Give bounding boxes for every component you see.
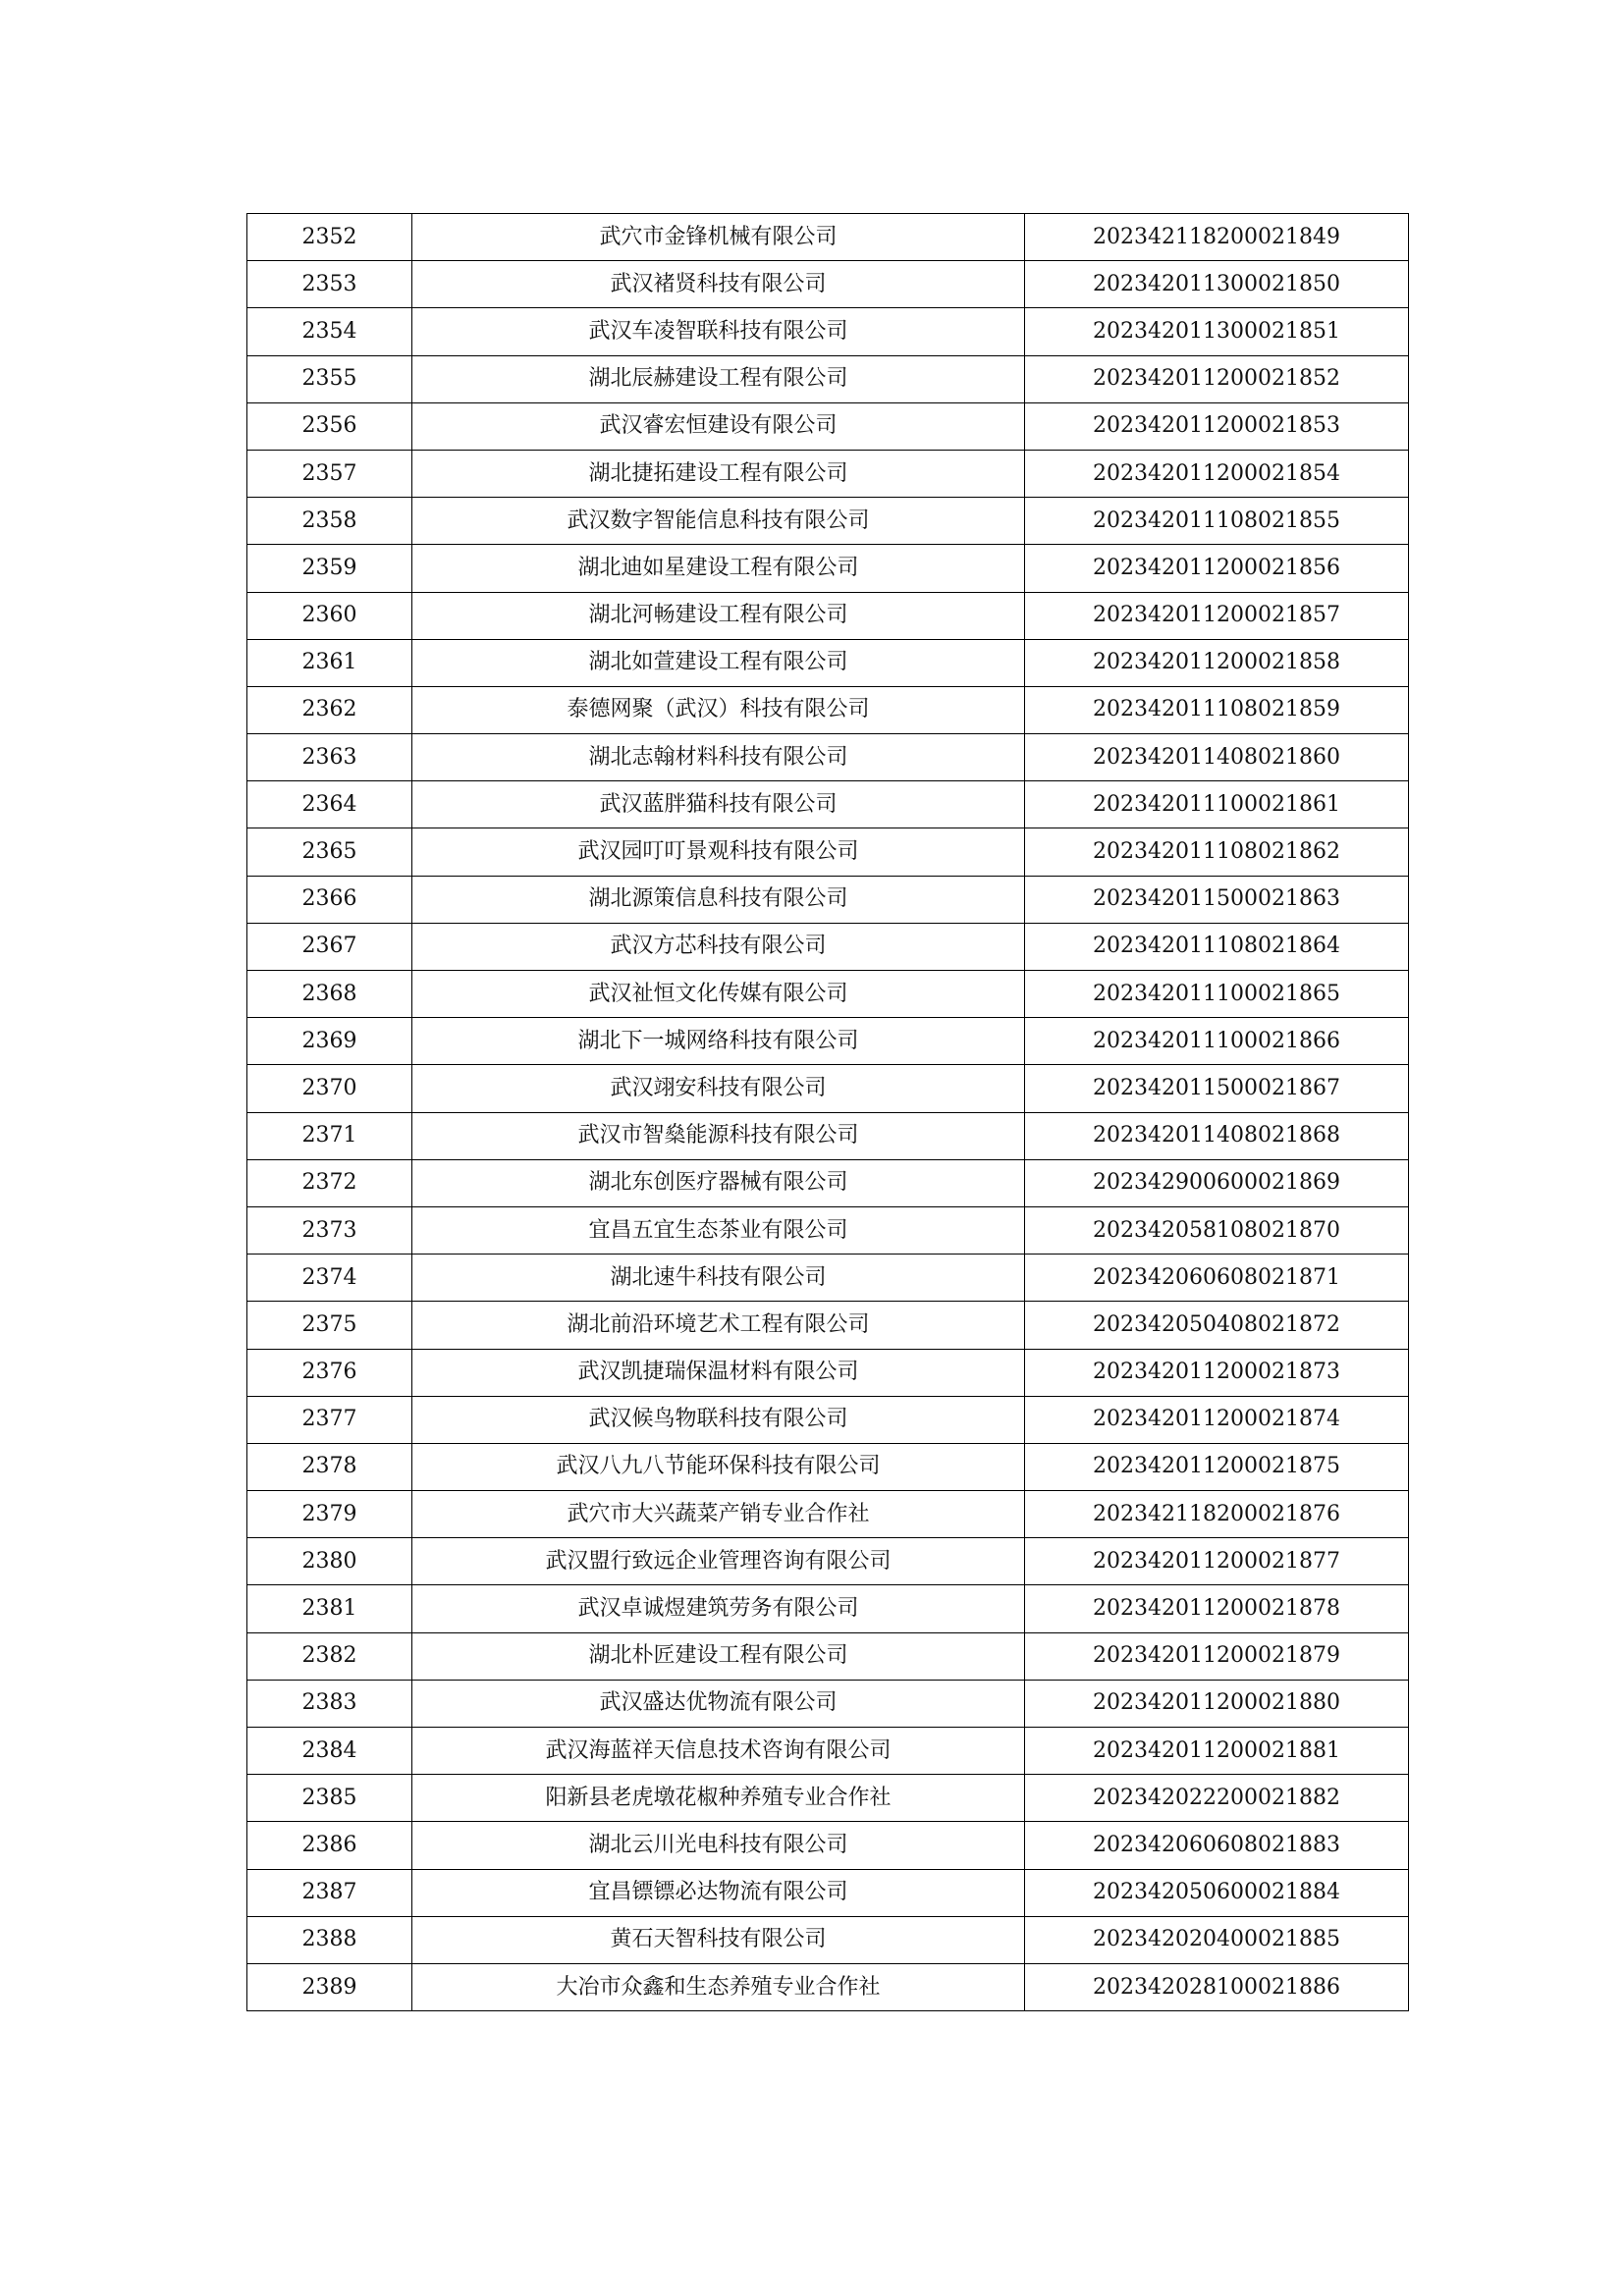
table-row [247,1349,1409,1396]
company-name-cell: 泰德网聚（武汉）科技有限公司 [412,686,1025,733]
registration-code-cell: 202342060608021871 [1025,1255,1409,1302]
row-number-cell: 2380 [247,1538,412,1585]
company-name-cell: 湖北迪如星建设工程有限公司 [412,545,1025,592]
company-name-cell: 武汉候鸟物联科技有限公司 [412,1396,1025,1443]
table-row [247,1538,1409,1585]
row-number-cell: 2379 [247,1491,412,1538]
table-row [247,971,1409,1018]
document-page [246,213,1408,2011]
company-name-cell: 大冶市众鑫和生态养殖专业合作社 [412,1963,1025,2010]
table-row [247,734,1409,781]
registration-code-cell: 202342011200021878 [1025,1585,1409,1632]
row-number-cell: 2367 [247,923,412,970]
company-name-cell: 武汉褚贤科技有限公司 [412,261,1025,308]
row-number-cell: 2388 [247,1916,412,1963]
registration-code-cell: 202342011500021863 [1025,876,1409,923]
company-name-cell: 宜昌五宜生态茶业有限公司 [412,1206,1025,1254]
registration-code-cell: 202342011200021854 [1025,450,1409,497]
row-number-cell: 2387 [247,1869,412,1916]
registration-code-cell: 202342118200021876 [1025,1491,1409,1538]
row-number-cell: 2389 [247,1963,412,2010]
company-name-cell: 武汉方芯科技有限公司 [412,923,1025,970]
registration-code-cell: 202342011108021855 [1025,498,1409,545]
table-row [247,1916,1409,1963]
table-row [247,1302,1409,1349]
table-row [247,1585,1409,1632]
company-name-cell: 湖北源策信息科技有限公司 [412,876,1025,923]
row-number-cell: 2368 [247,971,412,1018]
company-name-cell: 武汉盟行致远企业管理咨询有限公司 [412,1538,1025,1585]
table-row [247,1065,1409,1112]
company-name-cell: 武汉睿宏恒建设有限公司 [412,402,1025,450]
row-number-cell: 2373 [247,1206,412,1254]
registration-code-cell: 202342011200021879 [1025,1632,1409,1680]
company-name-cell: 湖北前沿环境艺术工程有限公司 [412,1302,1025,1349]
company-name-cell: 武穴市金锋机械有限公司 [412,214,1025,261]
row-number-cell: 2362 [247,686,412,733]
row-number-cell: 2364 [247,781,412,828]
registration-code-cell: 202342060608021883 [1025,1822,1409,1869]
table-row [247,261,1409,308]
registration-code-cell: 202342011408021868 [1025,1112,1409,1159]
table-row [247,1822,1409,1869]
row-number-cell: 2386 [247,1822,412,1869]
row-number-cell: 2359 [247,545,412,592]
registration-code-cell: 202342011200021874 [1025,1396,1409,1443]
table-row [247,592,1409,639]
row-number-cell: 2377 [247,1396,412,1443]
table-row [247,1632,1409,1680]
company-name-cell: 武汉数字智能信息科技有限公司 [412,498,1025,545]
table-row [247,402,1409,450]
table-row [247,355,1409,402]
company-name-cell: 湖北下一城网络科技有限公司 [412,1018,1025,1065]
registration-code-cell: 202342011200021877 [1025,1538,1409,1585]
table-row [247,1255,1409,1302]
registration-code-cell: 202342011300021851 [1025,308,1409,355]
table-row [247,876,1409,923]
registration-code-cell: 202342011200021875 [1025,1443,1409,1490]
company-name-cell: 武汉凯捷瑞保温材料有限公司 [412,1349,1025,1396]
row-number-cell: 2361 [247,639,412,686]
company-name-cell: 湖北志翰材料科技有限公司 [412,734,1025,781]
table-row [247,923,1409,970]
company-name-cell: 湖北河畅建设工程有限公司 [412,592,1025,639]
table-row [247,828,1409,876]
row-number-cell: 2355 [247,355,412,402]
table-row [247,214,1409,261]
row-number-cell: 2381 [247,1585,412,1632]
row-number-cell: 2354 [247,308,412,355]
row-number-cell: 2357 [247,450,412,497]
company-name-cell: 武汉卓诚煜建筑劳务有限公司 [412,1585,1025,1632]
row-number-cell: 2353 [247,261,412,308]
table-row [247,781,1409,828]
row-number-cell: 2360 [247,592,412,639]
table-row [247,1396,1409,1443]
registration-code-cell: 202342058108021870 [1025,1206,1409,1254]
table-row [247,545,1409,592]
registration-code-cell: 202342011300021850 [1025,261,1409,308]
table-row [247,686,1409,733]
table-row [247,1869,1409,1916]
registration-code-cell: 202342011200021857 [1025,592,1409,639]
registration-code-cell: 202342028100021886 [1025,1963,1409,2010]
row-number-cell: 2366 [247,876,412,923]
table-row [247,1728,1409,1775]
row-number-cell: 2383 [247,1680,412,1727]
table-body [247,214,1409,2011]
company-name-cell: 湖北捷拓建设工程有限公司 [412,450,1025,497]
company-name-cell: 武汉祉恒文化传媒有限公司 [412,971,1025,1018]
company-name-cell: 武汉市智燊能源科技有限公司 [412,1112,1025,1159]
row-number-cell: 2365 [247,828,412,876]
row-number-cell: 2370 [247,1065,412,1112]
row-number-cell: 2352 [247,214,412,261]
company-name-cell: 湖北朴匠建设工程有限公司 [412,1632,1025,1680]
registration-code-cell: 202342022200021882 [1025,1775,1409,1822]
registration-code-cell: 202342050600021884 [1025,1869,1409,1916]
row-number-cell: 2384 [247,1728,412,1775]
table-row [247,1206,1409,1254]
row-number-cell: 2369 [247,1018,412,1065]
company-name-cell: 黄石天智科技有限公司 [412,1916,1025,1963]
row-number-cell: 2363 [247,734,412,781]
company-name-cell: 武汉蓝胖猫科技有限公司 [412,781,1025,828]
row-number-cell: 2385 [247,1775,412,1822]
company-name-cell: 湖北速牛科技有限公司 [412,1255,1025,1302]
company-name-cell: 武穴市大兴蔬菜产销专业合作社 [412,1491,1025,1538]
row-number-cell: 2356 [247,402,412,450]
company-table [246,213,1409,2011]
table-row [247,1491,1409,1538]
registration-code-cell: 202342011100021861 [1025,781,1409,828]
company-name-cell: 武汉园叮叮景观科技有限公司 [412,828,1025,876]
registration-code-cell: 202342011200021858 [1025,639,1409,686]
registration-code-cell: 202342011200021873 [1025,1349,1409,1396]
company-name-cell: 武汉盛达优物流有限公司 [412,1680,1025,1727]
registration-code-cell: 202342020400021885 [1025,1916,1409,1963]
company-name-cell: 武汉海蓝祥天信息技术咨询有限公司 [412,1728,1025,1775]
company-name-cell: 湖北如萱建设工程有限公司 [412,639,1025,686]
registration-code-cell: 202342011200021880 [1025,1680,1409,1727]
company-name-cell: 湖北云川光电科技有限公司 [412,1822,1025,1869]
row-number-cell: 2358 [247,498,412,545]
registration-code-cell: 202342011108021862 [1025,828,1409,876]
table-row [247,1159,1409,1206]
table-row [247,450,1409,497]
registration-code-cell: 202342011200021856 [1025,545,1409,592]
row-number-cell: 2372 [247,1159,412,1206]
table-row [247,498,1409,545]
registration-code-cell: 202342011108021859 [1025,686,1409,733]
company-name-cell: 湖北东创医疗器械有限公司 [412,1159,1025,1206]
registration-code-cell: 202342011500021867 [1025,1065,1409,1112]
registration-code-cell: 202342011408021860 [1025,734,1409,781]
registration-code-cell: 202342011200021852 [1025,355,1409,402]
registration-code-cell: 202342011200021853 [1025,402,1409,450]
row-number-cell: 2376 [247,1349,412,1396]
row-number-cell: 2382 [247,1632,412,1680]
company-name-cell: 阳新县老虎墩花椒种养殖专业合作社 [412,1775,1025,1822]
company-name-cell: 宜昌镖镖必达物流有限公司 [412,1869,1025,1916]
registration-code-cell: 202342900600021869 [1025,1159,1409,1206]
row-number-cell: 2375 [247,1302,412,1349]
registration-code-cell: 202342011108021864 [1025,923,1409,970]
registration-code-cell: 202342011100021866 [1025,1018,1409,1065]
row-number-cell: 2378 [247,1443,412,1490]
table-row [247,1443,1409,1490]
table-row [247,1963,1409,2010]
registration-code-cell: 202342118200021849 [1025,214,1409,261]
row-number-cell: 2371 [247,1112,412,1159]
company-name-cell: 湖北辰赫建设工程有限公司 [412,355,1025,402]
company-name-cell: 武汉车凌智联科技有限公司 [412,308,1025,355]
registration-code-cell: 202342011100021865 [1025,971,1409,1018]
registration-code-cell: 202342011200021881 [1025,1728,1409,1775]
company-name-cell: 武汉翊安科技有限公司 [412,1065,1025,1112]
table-row [247,1775,1409,1822]
row-number-cell: 2374 [247,1255,412,1302]
table-row [247,639,1409,686]
table-row [247,1680,1409,1727]
table-row [247,1018,1409,1065]
table-row [247,1112,1409,1159]
registration-code-cell: 202342050408021872 [1025,1302,1409,1349]
company-name-cell: 武汉八九八节能环保科技有限公司 [412,1443,1025,1490]
table-row [247,308,1409,355]
